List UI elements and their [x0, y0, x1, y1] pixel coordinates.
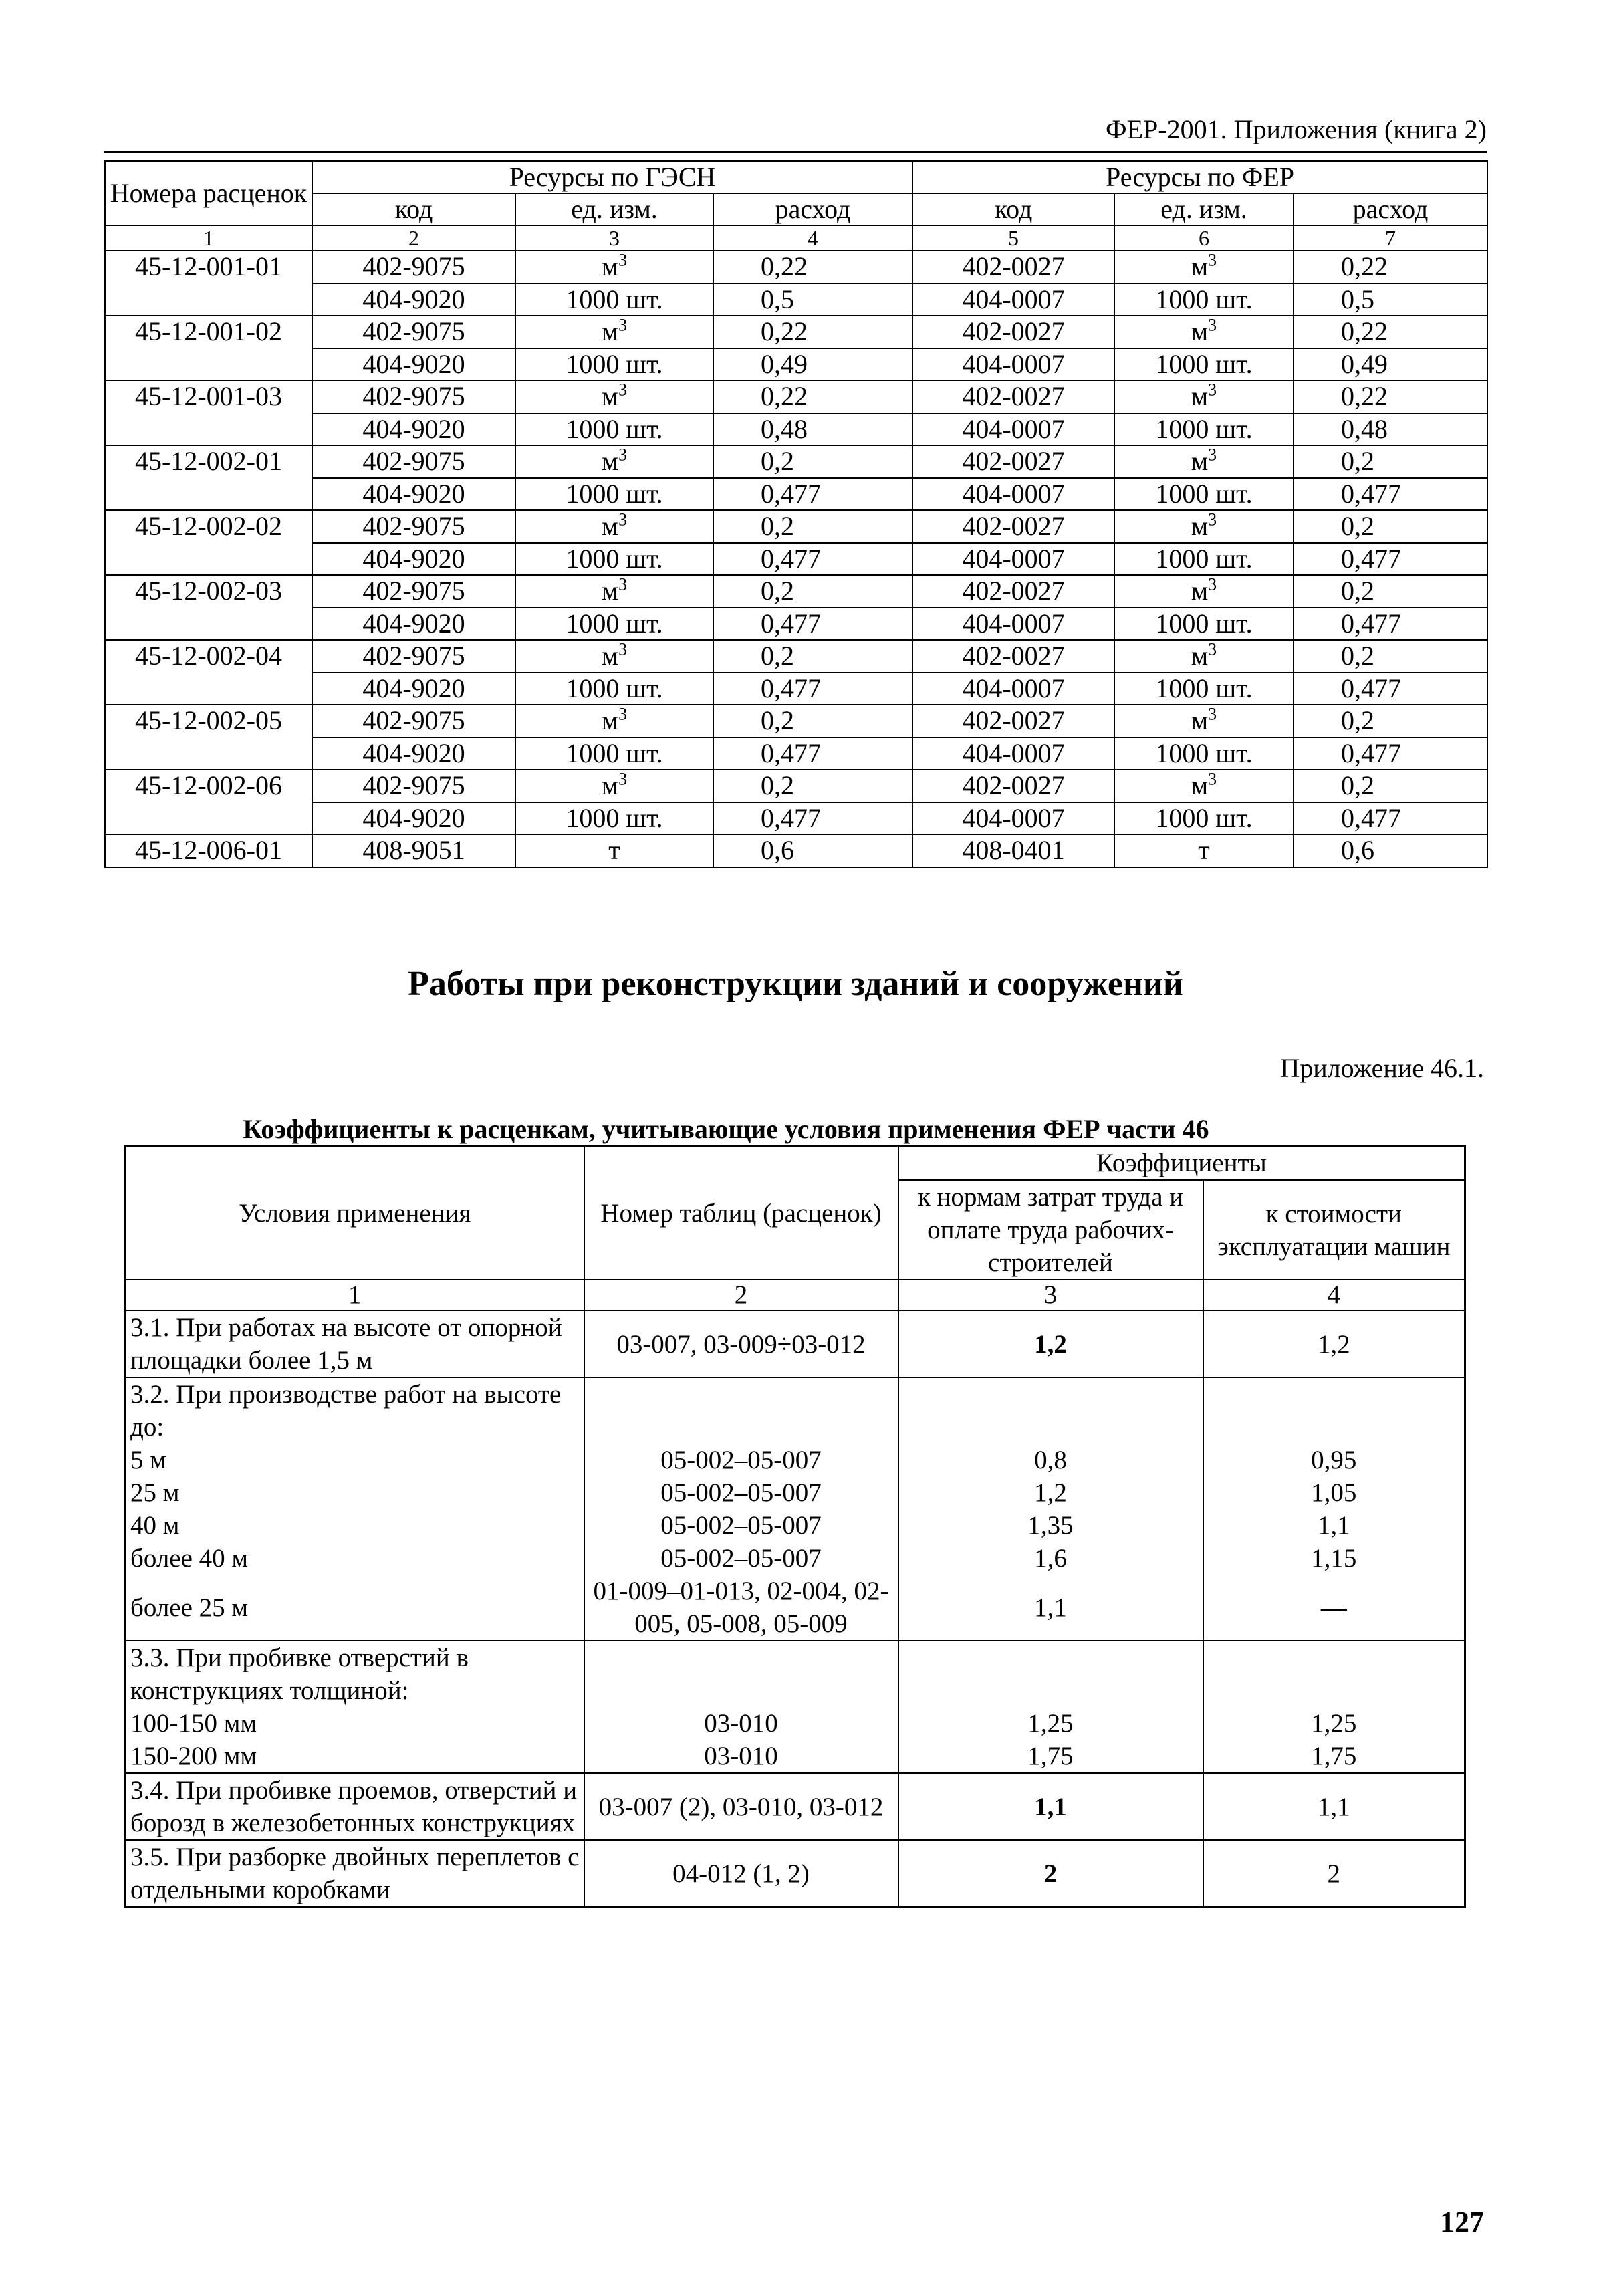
machines-coefficient: 2: [1203, 1840, 1465, 1908]
fer-consumption: 0,477: [1294, 802, 1487, 835]
gesn-consumption: 0,22: [713, 251, 912, 283]
condition-sub-label: 40 м: [126, 1509, 584, 1542]
fer-unit: [1114, 608, 1294, 641]
fer-code: 402-0027: [912, 445, 1114, 478]
gesn-unit: [515, 478, 713, 511]
fer-unit-text: 1000 шт.: [1155, 413, 1253, 444]
table-row: [126, 1707, 1465, 1740]
condition-sub-label: 25 м: [126, 1476, 584, 1509]
table-row: [126, 1310, 1465, 1377]
table-row: [126, 1377, 1465, 1444]
machines-coefficient: 1,25: [1203, 1707, 1465, 1740]
fer-unit-exponent: 3: [1208, 250, 1217, 270]
gesn-unit-text: м: [601, 381, 619, 412]
fer-unit-text: 1000 шт.: [1155, 608, 1253, 639]
fer-code: 402-0027: [912, 770, 1114, 802]
gesn-unit-text: т: [608, 835, 620, 866]
gesn-unit: [515, 673, 713, 705]
fer-code: 402-0027: [912, 316, 1114, 348]
gesn-consumption: 0,477: [713, 802, 912, 835]
fer-unit-exponent: 3: [1208, 315, 1217, 335]
rate-code: 45-12-002-02: [105, 510, 312, 575]
labor-coefficient: 2: [898, 1840, 1203, 1908]
fer-unit: [1114, 640, 1294, 673]
table-row: [126, 1840, 1465, 1908]
table-row: [105, 251, 1487, 283]
fer-consumption: 0,2: [1294, 575, 1487, 608]
fer-consumption: 0,22: [1294, 251, 1487, 283]
gesn-unit-exponent: 3: [618, 445, 628, 465]
column-number: 6: [1114, 225, 1294, 251]
condition-sub-label: 5 м: [126, 1444, 584, 1476]
fer-unit: [1114, 283, 1294, 316]
gesn-unit-exponent: 3: [618, 250, 628, 270]
gesn-code: 404-9020: [312, 348, 515, 381]
table-numbers: 05-002–05-007: [584, 1444, 898, 1476]
fer-code: 404-0007: [912, 413, 1114, 446]
gesn-code: 404-9020: [312, 283, 515, 316]
gesn-unit-exponent: 3: [618, 769, 628, 789]
appendix-label: Приложение 46.1.: [1280, 1053, 1484, 1083]
table-row: [105, 283, 1487, 316]
labor-coefficient: 0,8: [898, 1444, 1203, 1476]
table-row: [105, 316, 1487, 348]
fer-unit: [1114, 510, 1294, 543]
header-labor: к нормам затрат труда и оплате труда рабочих-строителей: [898, 1180, 1203, 1280]
condition-label: 3.2. При производстве работ на высоте до:: [126, 1377, 584, 1444]
labor-coefficient-empty: [898, 1641, 1203, 1707]
header-machines: к стоимости эксплуатации машин: [1203, 1180, 1465, 1280]
fer-unit: [1114, 348, 1294, 381]
table-row: [105, 737, 1487, 770]
table-row: [105, 608, 1487, 641]
fer-unit-text: 1000 шт.: [1155, 737, 1253, 768]
fer-consumption: 0,6: [1294, 834, 1487, 867]
gesn-unit-text: 1000 шт.: [566, 608, 663, 639]
fer-unit-exponent: 3: [1208, 639, 1217, 659]
header-coefficients: Коэффициенты: [898, 1146, 1465, 1181]
fer-unit-text: 1000 шт.: [1155, 673, 1253, 703]
fer-unit-text: 1000 шт.: [1155, 802, 1253, 833]
column-number: 7: [1294, 225, 1487, 251]
header-conditions: Условия применения: [126, 1146, 584, 1280]
gesn-unit: [515, 380, 713, 413]
fer-unit: [1114, 802, 1294, 835]
gesn-unit: [515, 413, 713, 446]
rate-code: 45-12-002-01: [105, 445, 312, 510]
gesn-code: 404-9020: [312, 673, 515, 705]
fer-consumption: 0,2: [1294, 705, 1487, 737]
gesn-unit-exponent: 3: [618, 639, 628, 659]
column-number: 2: [584, 1280, 898, 1310]
fer-unit-text: м: [1191, 446, 1209, 477]
gesn-consumption: 0,2: [713, 640, 912, 673]
gesn-code: 402-9075: [312, 380, 515, 413]
table-numbers-empty: [584, 1377, 898, 1444]
gesn-consumption: 0,49: [713, 348, 912, 381]
section-title: Работы при реконструкции зданий и сооружений: [408, 965, 1183, 1003]
labor-coefficient: 1,6: [898, 1542, 1203, 1575]
column-number: 2: [312, 225, 515, 251]
gesn-unit-exponent: 3: [618, 509, 628, 530]
condition-label: 3.4. При пробивке проемов, отверстий и борозд в железобетонных конструкциях: [126, 1773, 584, 1840]
gesn-code: 404-9020: [312, 543, 515, 576]
rate-code: 45-12-002-03: [105, 575, 312, 640]
gesn-unit: [515, 445, 713, 478]
fer-code: 402-0027: [912, 510, 1114, 543]
fer-consumption: 0,477: [1294, 478, 1487, 511]
fer-unit-text: м: [1191, 641, 1209, 671]
gesn-unit-text: м: [601, 511, 619, 542]
gesn-code: 404-9020: [312, 737, 515, 770]
labor-coefficient: 1,2: [898, 1476, 1203, 1509]
condition-sub-label: 100-150 мм: [126, 1707, 584, 1740]
gesn-code: 402-9075: [312, 445, 515, 478]
fer-unit: [1114, 673, 1294, 705]
fer-code: 408-0401: [912, 834, 1114, 867]
fer-consumption: 0,2: [1294, 770, 1487, 802]
gesn-unit-exponent: 3: [618, 704, 628, 724]
gesn-code: 404-9020: [312, 802, 515, 835]
gesn-unit-text: 1000 шт.: [566, 348, 663, 379]
header-rate-numbers: [105, 161, 312, 225]
fer-code: 402-0027: [912, 251, 1114, 283]
table-row: [126, 1542, 1465, 1575]
table-row: [126, 1444, 1465, 1476]
table-row: [105, 575, 1487, 608]
fer-code: 404-0007: [912, 348, 1114, 381]
rate-code: 45-12-002-04: [105, 640, 312, 705]
fer-consumption: 0,48: [1294, 413, 1487, 446]
gesn-unit-text: 1000 шт.: [566, 283, 663, 314]
fer-code: 404-0007: [912, 673, 1114, 705]
gesn-unit-text: м: [601, 576, 619, 606]
fer-unit-exponent: 3: [1208, 509, 1217, 530]
gesn-unit: [515, 705, 713, 737]
gesn-consumption: 0,2: [713, 510, 912, 543]
gesn-consumption: 0,2: [713, 770, 912, 802]
fer-unit-text: м: [1191, 576, 1209, 606]
coef-column-number-row: [126, 1280, 1465, 1310]
column-number: 4: [713, 225, 912, 251]
fer-code: 404-0007: [912, 283, 1114, 316]
header-rate-numbers-text: Номера расценок: [110, 178, 308, 208]
machines-coefficient: —: [1203, 1575, 1465, 1641]
fer-code: 402-0027: [912, 575, 1114, 608]
condition-sub-label: более 40 м: [126, 1542, 584, 1575]
coefficients-table: [124, 1145, 1466, 1908]
gesn-code: 402-9075: [312, 251, 515, 283]
gesn-unit: [515, 802, 713, 835]
gesn-consumption: 0,477: [713, 478, 912, 511]
fer-unit: [1114, 834, 1294, 867]
coef-header-row-1: [126, 1146, 1465, 1181]
fer-unit: [1114, 413, 1294, 446]
fer-code: 404-0007: [912, 737, 1114, 770]
gesn-unit: [515, 316, 713, 348]
condition-label: 3.3. При пробивке отверстий в конструкциях толщиной:: [126, 1641, 584, 1707]
table-row: [105, 413, 1487, 446]
column-number: 3: [515, 225, 713, 251]
gesn-consumption: 0,2: [713, 445, 912, 478]
header-row-group: [105, 161, 1487, 193]
column-number: 1: [105, 225, 312, 251]
table-row: [126, 1773, 1465, 1840]
labor-coefficient: 1,75: [898, 1740, 1203, 1773]
header-fer-code: код: [912, 193, 1114, 225]
gesn-unit: [515, 543, 713, 576]
rate-code: 45-12-001-01: [105, 251, 312, 316]
column-number: 3: [898, 1280, 1203, 1310]
gesn-unit: [515, 640, 713, 673]
gesn-unit: [515, 251, 713, 283]
table-row: [105, 705, 1487, 737]
fer-code: 404-0007: [912, 608, 1114, 641]
table-numbers: 05-002–05-007: [584, 1542, 898, 1575]
header-row-columns: [105, 193, 1487, 225]
fer-consumption: 0,22: [1294, 380, 1487, 413]
table-row: [126, 1476, 1465, 1509]
gesn-unit-text: м: [601, 770, 619, 801]
machines-coefficient: 1,2: [1203, 1310, 1465, 1377]
header-table-numbers: Номер таблиц (расценок): [584, 1146, 898, 1280]
fer-unit: [1114, 251, 1294, 283]
gesn-unit-text: 1000 шт.: [566, 802, 663, 833]
gesn-consumption: 0,477: [713, 543, 912, 576]
table-numbers: 03-010: [584, 1707, 898, 1740]
fer-unit-text: м: [1191, 770, 1209, 801]
coefficients-table-body: [126, 1146, 1465, 1908]
fer-consumption: 0,477: [1294, 608, 1487, 641]
machines-coefficient: 0,95: [1203, 1444, 1465, 1476]
header-fer-consumption: расход: [1294, 193, 1487, 225]
gesn-unit-exponent: 3: [618, 380, 628, 400]
gesn-unit-exponent: 3: [618, 574, 628, 594]
table-row: [105, 510, 1487, 543]
gesn-consumption: 0,22: [713, 380, 912, 413]
table-numbers: 03-010: [584, 1740, 898, 1773]
fer-unit: [1114, 316, 1294, 348]
fer-unit-text: 1000 шт.: [1155, 283, 1253, 314]
fer-unit-exponent: 3: [1208, 445, 1217, 465]
gesn-unit-text: 1000 шт.: [566, 543, 663, 574]
header-fer-group: Ресурсы по ФЕР: [912, 161, 1487, 193]
gesn-unit: [515, 834, 713, 867]
fer-unit-exponent: 3: [1208, 769, 1217, 789]
fer-consumption: 0,477: [1294, 543, 1487, 576]
fer-unit-text: м: [1191, 381, 1209, 412]
table-row: [105, 802, 1487, 835]
fer-unit: [1114, 380, 1294, 413]
gesn-consumption: 0,2: [713, 575, 912, 608]
header-gesn-code: код: [312, 193, 515, 225]
table-numbers: 04-012 (1, 2): [584, 1840, 898, 1908]
gesn-unit-text: м: [601, 705, 619, 736]
gesn-unit-text: 1000 шт.: [566, 737, 663, 768]
gesn-unit-exponent: 3: [618, 315, 628, 335]
column-number: 5: [912, 225, 1114, 251]
fer-consumption: 0,49: [1294, 348, 1487, 381]
fer-unit-text: м: [1191, 705, 1209, 736]
fer-unit: [1114, 445, 1294, 478]
gesn-unit-text: 1000 шт.: [566, 413, 663, 444]
labor-coefficient: 1,1: [898, 1575, 1203, 1641]
resources-table: [104, 160, 1488, 868]
machines-coefficient-empty: [1203, 1641, 1465, 1707]
fer-consumption: 0,22: [1294, 316, 1487, 348]
table-row: [126, 1740, 1465, 1773]
fer-unit-exponent: 3: [1208, 574, 1217, 594]
gesn-consumption: 0,2: [713, 705, 912, 737]
fer-code: 404-0007: [912, 543, 1114, 576]
fer-consumption: 0,2: [1294, 640, 1487, 673]
table-row: [105, 543, 1487, 576]
table-numbers: 05-002–05-007: [584, 1476, 898, 1509]
gesn-consumption: 0,477: [713, 737, 912, 770]
fer-unit-text: 1000 шт.: [1155, 478, 1253, 509]
gesn-unit: [515, 737, 713, 770]
running-header: ФЕР-2001. Приложения (книга 2): [104, 112, 1487, 153]
table-row: [105, 640, 1487, 673]
labor-coefficient: 1,25: [898, 1707, 1203, 1740]
fer-unit: [1114, 705, 1294, 737]
labor-coefficient: 1,1: [898, 1773, 1203, 1840]
header-gesn-group: Ресурсы по ГЭСН: [312, 161, 912, 193]
machines-coefficient: 1,1: [1203, 1773, 1465, 1840]
fer-consumption: 0,477: [1294, 673, 1487, 705]
rate-code: 45-12-002-06: [105, 770, 312, 834]
fer-consumption: 0,2: [1294, 510, 1487, 543]
machines-coefficient: 1,05: [1203, 1476, 1465, 1509]
fer-unit: [1114, 737, 1294, 770]
gesn-code: 404-9020: [312, 478, 515, 511]
gesn-consumption: 0,48: [713, 413, 912, 446]
column-number: 4: [1203, 1280, 1465, 1310]
table-row: [126, 1641, 1465, 1707]
gesn-unit-text: м: [601, 316, 619, 347]
fer-unit-text: 1000 шт.: [1155, 543, 1253, 574]
resources-table-body: [105, 161, 1487, 867]
gesn-consumption: 0,6: [713, 834, 912, 867]
header-fer-unit: ед. изм.: [1114, 193, 1294, 225]
fer-unit: [1114, 543, 1294, 576]
fer-unit: [1114, 478, 1294, 511]
fer-consumption: 0,5: [1294, 283, 1487, 316]
fer-consumption: 0,2: [1294, 445, 1487, 478]
column-number-row: [105, 225, 1487, 251]
table-row: [126, 1575, 1465, 1641]
table-row: [105, 445, 1487, 478]
machines-coefficient: 1,15: [1203, 1542, 1465, 1575]
gesn-consumption: 0,477: [713, 608, 912, 641]
rate-code: 45-12-002-05: [105, 705, 312, 770]
gesn-unit-text: 1000 шт.: [566, 478, 663, 509]
table-numbers: 03-007, 03-009÷03-012: [584, 1310, 898, 1377]
table-numbers-empty: [584, 1641, 898, 1707]
gesn-code: 408-9051: [312, 834, 515, 867]
table-numbers: 05-002–05-007: [584, 1509, 898, 1542]
fer-unit-text: м: [1191, 316, 1209, 347]
table-row: [105, 348, 1487, 381]
condition-label: 3.1. При работах на высоте от опорной площадки более 1,5 м: [126, 1310, 584, 1377]
gesn-code: 402-9075: [312, 316, 515, 348]
machines-coefficient-empty: [1203, 1377, 1465, 1444]
coefficients-table-title: Коэффициенты к расценкам, учитывающие условия применения ФЕР части 46: [243, 1114, 1209, 1144]
table-row: [105, 834, 1487, 867]
labor-coefficient: 1,2: [898, 1310, 1203, 1377]
condition-sub-label: более 25 м: [126, 1575, 584, 1641]
fer-unit: [1114, 770, 1294, 802]
table-row: [105, 673, 1487, 705]
fer-code: 402-0027: [912, 380, 1114, 413]
fer-unit-text: м: [1191, 251, 1209, 282]
header-gesn-unit: ед. изм.: [515, 193, 713, 225]
fer-code: 402-0027: [912, 705, 1114, 737]
gesn-consumption: 0,477: [713, 673, 912, 705]
table-row: [105, 380, 1487, 413]
condition-label: 3.5. При разборке двойных переплетов с отдельными коробками: [126, 1840, 584, 1908]
gesn-code: 404-9020: [312, 413, 515, 446]
gesn-unit-text: м: [601, 641, 619, 671]
table-numbers: 03-007 (2), 03-010, 03-012: [584, 1773, 898, 1840]
table-numbers: 01-009–01-013, 02-004, 02-005, 05-008, 05-009: [584, 1575, 898, 1641]
gesn-unit: [515, 575, 713, 608]
column-number: 1: [126, 1280, 584, 1310]
fer-consumption: 0,477: [1294, 737, 1487, 770]
fer-unit-text: т: [1198, 835, 1210, 866]
gesn-unit: [515, 510, 713, 543]
fer-unit-text: м: [1191, 511, 1209, 542]
gesn-unit: [515, 770, 713, 802]
fer-code: 404-0007: [912, 802, 1114, 835]
gesn-code: 402-9075: [312, 705, 515, 737]
gesn-code: 402-9075: [312, 640, 515, 673]
fer-unit-text: 1000 шт.: [1155, 348, 1253, 379]
condition-sub-label: 150-200 мм: [126, 1740, 584, 1773]
gesn-unit-text: м: [601, 251, 619, 282]
gesn-code: 402-9075: [312, 575, 515, 608]
machines-coefficient: 1,75: [1203, 1740, 1465, 1773]
gesn-unit: [515, 283, 713, 316]
labor-coefficient: 1,35: [898, 1509, 1203, 1542]
page-number: 127: [1440, 2206, 1484, 2238]
gesn-consumption: 0,22: [713, 316, 912, 348]
gesn-unit: [515, 608, 713, 641]
table-row: [105, 478, 1487, 511]
rate-code: 45-12-001-02: [105, 316, 312, 380]
machines-coefficient: 1,1: [1203, 1509, 1465, 1542]
fer-unit: [1114, 575, 1294, 608]
rate-code: 45-12-006-01: [105, 834, 312, 867]
gesn-unit-text: м: [601, 446, 619, 477]
rate-code: 45-12-001-03: [105, 380, 312, 445]
gesn-consumption: 0,5: [713, 283, 912, 316]
table-row: [126, 1509, 1465, 1542]
table-row: [105, 770, 1487, 802]
gesn-unit-text: 1000 шт.: [566, 673, 663, 703]
fer-unit-exponent: 3: [1208, 704, 1217, 724]
gesn-unit: [515, 348, 713, 381]
fer-code: 402-0027: [912, 640, 1114, 673]
fer-code: 404-0007: [912, 478, 1114, 511]
labor-coefficient-empty: [898, 1377, 1203, 1444]
gesn-code: 402-9075: [312, 510, 515, 543]
fer-unit-exponent: 3: [1208, 380, 1217, 400]
gesn-code: 404-9020: [312, 608, 515, 641]
gesn-code: 402-9075: [312, 770, 515, 802]
header-gesn-consumption: расход: [713, 193, 912, 225]
